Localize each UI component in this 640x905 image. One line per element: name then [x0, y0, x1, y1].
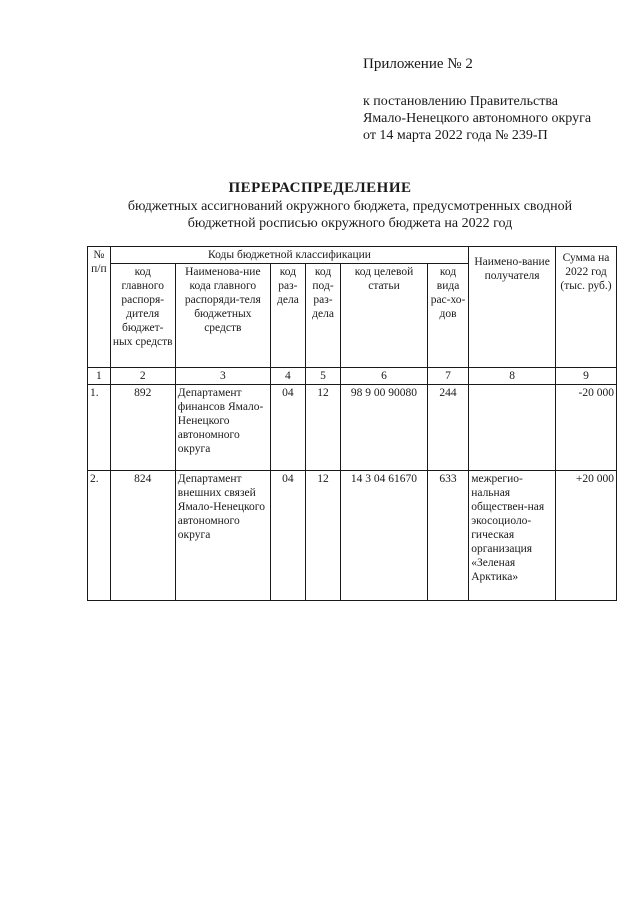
- header-num: № п/п: [88, 247, 111, 368]
- column-number: 7: [427, 368, 468, 385]
- column-number: 2: [110, 368, 175, 385]
- row-num: 2.: [88, 471, 111, 601]
- row-expense-type: 633: [427, 471, 468, 601]
- appendix-number: Приложение № 2: [363, 56, 473, 72]
- header-amount: Сумма на 2022 год (тыс. руб.): [555, 247, 616, 368]
- row-target: 98 9 00 90080: [341, 385, 428, 471]
- row-subsection: 12: [305, 385, 340, 471]
- column-number: 3: [175, 368, 270, 385]
- column-number: 9: [555, 368, 616, 385]
- header-expense-type: код вида рас-хо-дов: [427, 264, 468, 368]
- header-section: код раз-дела: [270, 264, 305, 368]
- column-number: 5: [305, 368, 340, 385]
- row-section: 04: [270, 385, 305, 471]
- row-recipient: межрегио-нальная обществен-ная экосоциоло-гическая организация «Зеленая Арктика»: [469, 471, 556, 601]
- row-grbs-name: Департамент внешних связей Ямало-Ненецкого автономного округа: [175, 471, 270, 601]
- appendix-line-1: к постановлению Правительства: [363, 94, 559, 109]
- header-grbs-name: Наименова-ние кода главного распоряди-теля бюджетных средств: [175, 264, 270, 368]
- row-num: 1.: [88, 385, 111, 471]
- row-grbs-code: 824: [110, 471, 175, 601]
- column-number-row: [88, 368, 617, 385]
- appendix-line-3: от 14 марта 2022 года № 239-П: [363, 128, 548, 143]
- header-row-1: [88, 247, 617, 264]
- column-number: 6: [341, 368, 428, 385]
- column-number: 8: [469, 368, 556, 385]
- row-expense-type: 244: [427, 385, 468, 471]
- document-subtitle: [90, 198, 610, 232]
- header-target: код целевой статьи: [341, 264, 428, 368]
- budget-table: [87, 246, 617, 601]
- subtitle-line-1: бюджетных ассигнований окружного бюджета, предусмотренных сводной: [127, 199, 573, 214]
- row-amount: -20 000: [555, 385, 616, 471]
- column-number: 4: [270, 368, 305, 385]
- appendix-header: [363, 56, 591, 144]
- row-grbs-code: 892: [110, 385, 175, 471]
- row-subsection: 12: [305, 471, 340, 601]
- row-amount: +20 000: [555, 471, 616, 601]
- appendix-line-2: Ямало-Ненецкого автономного округа: [363, 111, 592, 126]
- document-title: ПЕРЕРАСПРЕДЕЛЕНИЕ: [228, 180, 412, 196]
- subtitle-line-2: бюджетной росписью окружного бюджета на 2022 год: [187, 216, 513, 231]
- header-grbs-code: код главного распоря-дителя бюджет-ных средств: [110, 264, 175, 368]
- table-row: [88, 385, 617, 471]
- row-target: 14 3 04 61670: [341, 471, 428, 601]
- header-codes-group: Коды бюджетной классификации: [110, 247, 468, 264]
- row-section: 04: [270, 471, 305, 601]
- header-subsection: код под-раз-дела: [305, 264, 340, 368]
- column-number: 1: [88, 368, 111, 385]
- row-recipient: [469, 385, 556, 471]
- header-recipient: Наимено-вание получателя: [469, 247, 556, 368]
- row-grbs-name: Департамент финансов Ямало-Ненецкого автономного округа: [175, 385, 270, 471]
- table-row: [88, 471, 617, 601]
